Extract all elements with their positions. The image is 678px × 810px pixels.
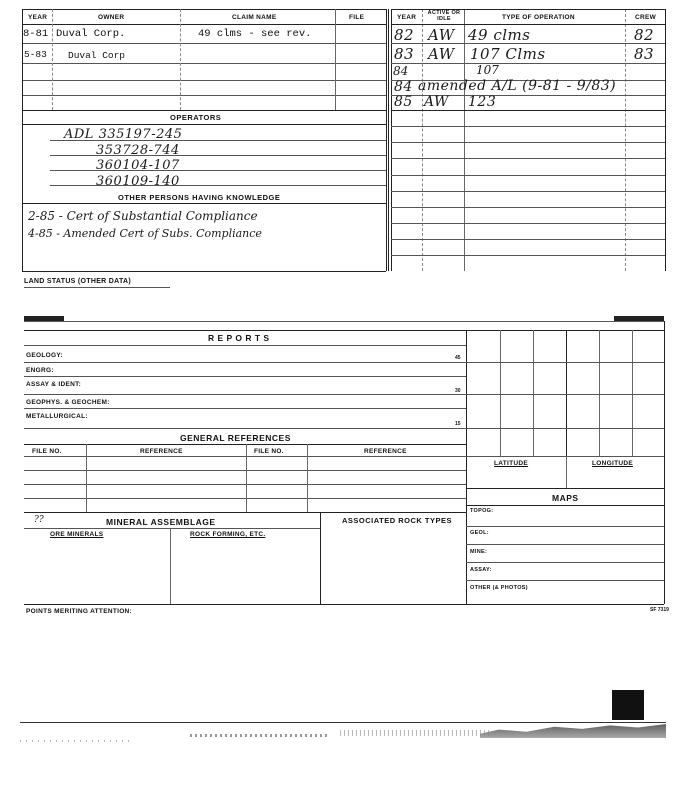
claim-row-2-year: 5-83: [24, 49, 47, 60]
activity-row-2-year: 83: [394, 45, 415, 63]
scan-black-square: [612, 690, 644, 720]
operator-4: 360109-140: [96, 174, 180, 189]
scale-number-45: 45: [455, 355, 461, 361]
scan-noise-3: [480, 724, 666, 738]
map-other-photos: OTHER (& PHOTOS): [470, 585, 528, 591]
report-geology: GEOLOGY:: [26, 352, 63, 359]
activity-row-2-operation: 107 Clms: [470, 45, 546, 63]
activity-row-4-year: 84: [394, 79, 413, 95]
activity-row-1-crew: 82: [634, 26, 655, 44]
activity-row-2-crew: 83: [634, 45, 655, 63]
claim-name-header: CLAIM NAME: [232, 14, 277, 21]
land-status-label: LAND STATUS (OTHER DATA): [24, 278, 132, 285]
report-engrg: ENGRG:: [26, 367, 54, 374]
activity-year-header: YEAR: [397, 14, 417, 21]
owner-header: OWNER: [98, 14, 125, 21]
points-meriting-label: POINTS MERITING ATTENTION:: [26, 608, 133, 615]
maps-title: MAPS: [552, 493, 579, 503]
mineral-mark: ??: [34, 515, 44, 525]
activity-row-5-operation: 123: [468, 94, 497, 110]
map-mine: MINE:: [470, 549, 488, 555]
operation-type-header: TYPE OF OPERATION: [502, 14, 575, 21]
activity-row-5-active: AW: [424, 94, 449, 110]
mineral-assemblage-title: MINERAL ASSEMBLAGE: [106, 517, 216, 527]
knowledge-entry-2: 4-85 - Amended Cert of Subs. Compliance: [28, 227, 262, 240]
claim-row-1-year: 8-81: [23, 28, 49, 40]
longitude-label: LONGITUDE: [592, 460, 633, 467]
latitude-label: LATITUDE: [494, 460, 529, 467]
ref-file-no-header-1: FILE NO.: [32, 448, 62, 455]
rock-forming-label: ROCK FORMING, ETC.: [190, 531, 266, 538]
knowledge-title: OTHER PERSONS HAVING KNOWLEDGE: [118, 193, 281, 202]
scan-edge-line: [20, 722, 666, 723]
scale-number-30: 30: [455, 388, 461, 394]
ore-minerals-label: ORE MINERALS: [50, 531, 104, 538]
map-topog: TOPOG:: [470, 508, 494, 514]
report-geophys-geochem: GEOPHYS. & GEOCHEM:: [26, 399, 110, 406]
activity-row-5-year: 85: [394, 94, 413, 110]
claim-row-1-owner: Duval Corp.: [56, 28, 126, 40]
active-idle-header: ACTIVE OR IDLE: [427, 10, 461, 22]
scan-noise-4: [20, 740, 130, 742]
crew-header: CREW: [635, 14, 657, 21]
activity-row-2-active: AW: [428, 45, 455, 63]
operator-3: 360104-107: [96, 158, 180, 173]
form-id: SF 7319: [650, 607, 669, 613]
claim-row-1-claim-name: 49 clms - see rev.: [198, 28, 312, 40]
map-assay: ASSAY:: [470, 567, 492, 573]
operator-1: ADL 335197-245: [64, 127, 183, 142]
knowledge-entry-1: 2-85 - Cert of Substantial Compliance: [28, 209, 258, 223]
ref-file-no-header-2: FILE NO.: [254, 448, 284, 455]
scan-noise-1: [190, 734, 330, 737]
map-geol: GEOL:: [470, 530, 489, 536]
ref-reference-header-1: REFERENCE: [140, 448, 183, 455]
scan-noise-2: [340, 730, 490, 736]
claim-row-2-owner: Duval Corp: [68, 50, 126, 61]
report-assay-ident: ASSAY & IDENT:: [26, 381, 82, 388]
activity-row-1-year: 82: [394, 26, 415, 44]
associated-rock-types-label: ASSOCIATED ROCK TYPES: [342, 516, 452, 525]
scale-number-15: 15: [455, 421, 461, 427]
reports-title: R E P O R T S: [208, 333, 270, 343]
activity-row-3-operation: 107: [476, 63, 499, 77]
file-header: FILE: [349, 14, 365, 21]
activity-row-3-year: 84: [393, 64, 409, 78]
activity-row-1-operation: 49 clms: [468, 26, 531, 44]
activity-row-4-operation: amended A/L (9-81 - 9/83): [418, 78, 617, 94]
general-references-title: GENERAL REFERENCES: [180, 433, 291, 443]
report-metallurgical: METALLURGICAL:: [26, 413, 88, 420]
operator-2: 353728-744: [96, 143, 180, 158]
activity-row-1-active: AW: [428, 26, 455, 44]
operators-title: OPERATORS: [170, 113, 222, 122]
year-header: YEAR: [28, 14, 48, 21]
ref-reference-header-2: REFERENCE: [364, 448, 407, 455]
